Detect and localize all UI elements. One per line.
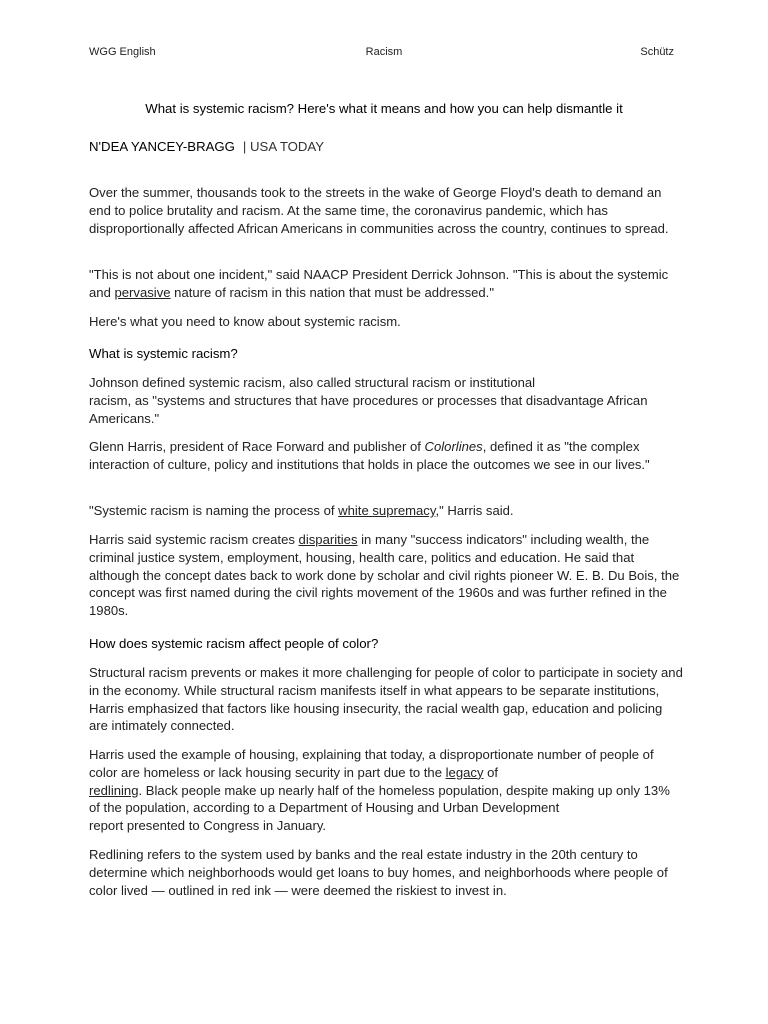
paragraph-9 [89, 746, 684, 835]
publication-colorlines: Colorlines [424, 439, 483, 454]
paragraph-4 [89, 374, 684, 427]
paragraph-9-text-c: . Black people make up nearly half of the homeless population, despite making up only 13% of the population, according to a Department of Housing and Urban Development [89, 782, 670, 816]
paragraph-9-text-d: report presented to Congress in January. [89, 818, 327, 834]
paragraph-8-text: Structural racism prevents or makes it more challenging for people of color to participate in society and in the economy. While structural racism manifests itself in what appears to be separate institutions, Harris emphasized that factors like housing insecurity, the racial wealth gap, education and policing are intimately connected. [89, 665, 683, 734]
paragraph-9-text-b: of [483, 764, 499, 780]
paragraph-6-text-a: "Systemic racism is naming the process of [89, 503, 339, 518]
section-heading-1: What is systemic racism? [89, 346, 238, 361]
publication-name: | USA TODAY [242, 139, 325, 154]
paragraph-5-text-b: , defined it as "the complex interaction of culture, policy and institutions that holds in place the outcomes we see in our lives." [89, 439, 650, 472]
paragraph-6 [89, 502, 684, 520]
paragraph-4-rest: racism, as "systems and structures that have procedures or processes that disadvantage African Americans." [89, 392, 648, 426]
paragraph-7-text-a: Harris said systemic racism creates [89, 532, 299, 547]
paragraph-10 [89, 846, 684, 899]
paragraph-1 [89, 184, 684, 237]
paragraph-5-text-a: Glenn Harris, president of Race Forward and publisher of [89, 439, 425, 454]
paragraph-7 [89, 531, 684, 620]
paragraph-2 [89, 266, 684, 302]
paragraph-7-text-b: in many "success indicators" including wealth, the criminal justice system, employment, housing, health care, politics and education. He said that although the concept dates back to work done by scholar and civil rights pioneer W. E. B. Du Bois, the concept was first named during the civil rights movement of the 1960s and was further refined in the 1980s. [89, 532, 680, 619]
paragraph-8 [89, 664, 684, 735]
section-heading-2: How does systemic racism affect people of color? [89, 636, 379, 651]
paragraph-6-text-b: ," Harris said. [435, 503, 514, 518]
paragraph-5 [89, 438, 684, 474]
paragraph-9-text-a: Harris used the example of housing, explaining that today, a disproportionate number of people of color are homeless or lack housing security in part due to the [89, 747, 654, 780]
paragraph-10-text: Redlining refers to the system used by banks and the real estate industry in the 20th century to determine which neighborhoods would get loans to buy homes, and neighborhoods where people of color lived — outlined in red ink — were deemed the riskiest to invest in. [89, 847, 668, 898]
link-pervasive[interactable]: pervasive [114, 284, 171, 300]
paragraph-2-text-a: "This is not about one incident," said NAACP President Derrick Johnson. "This is about the systemic and [89, 267, 669, 300]
header-teacher: Schütz [640, 46, 674, 58]
link-legacy[interactable]: legacy [445, 764, 484, 780]
byline [89, 139, 324, 154]
paragraph-3 [89, 313, 684, 331]
paragraph-2-text-b: nature of racism in this nation that must be addressed." [170, 284, 494, 300]
link-redlining[interactable]: redlining [89, 782, 139, 798]
link-disparities[interactable]: disparities [298, 532, 358, 547]
paragraph-3-text: Here's what you need to know about systemic racism. [89, 314, 401, 329]
paragraph-1-text: Over the summer, thousands took to the streets in the wake of George Floyd's death to demand an end to police brutality and racism. At the same time, the coronavirus pandemic, which has disproportionally affected African Americans in communities across the country, continues to spread. [89, 185, 669, 236]
link-white-supremacy[interactable]: white supremacy [338, 503, 436, 518]
header-topic: Racism [365, 46, 403, 58]
article-title: What is systemic racism? Here's what it means and how you can help dismantle it [145, 101, 623, 116]
author-name: N'DEA YANCEY-BRAGG [89, 139, 235, 154]
paragraph-4-line-1: Johnson defined systemic racism, also called structural racism or institutional [89, 375, 536, 390]
header-course: WGG English [89, 46, 156, 58]
